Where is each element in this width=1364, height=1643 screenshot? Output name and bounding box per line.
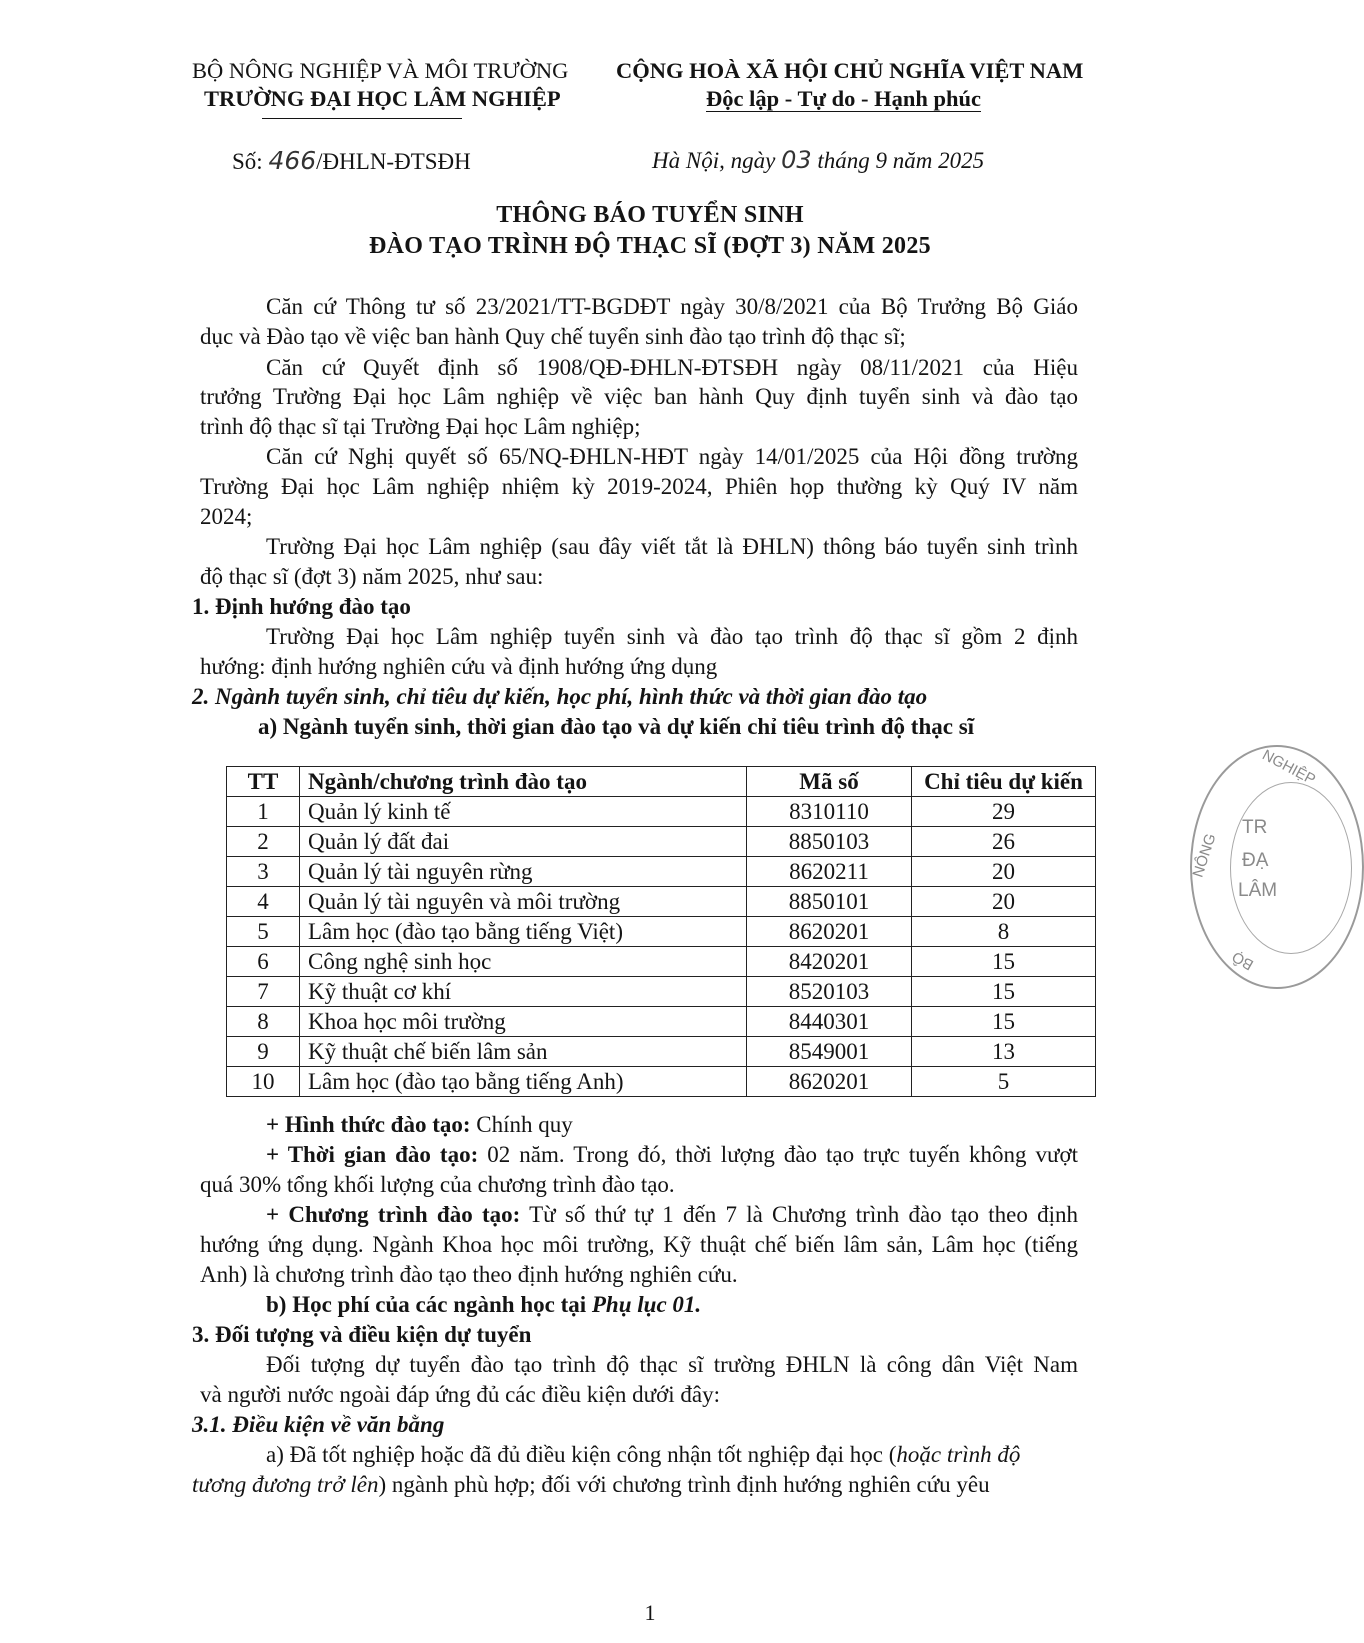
cell-quota: 13: [912, 1037, 1096, 1067]
table-row: [227, 1007, 1096, 1037]
cell-code: 8440301: [747, 1007, 912, 1037]
preamble-line: Căn cứ Thông tư số 23/2021/TT-BGDĐT ngày 30/8/2021 của Bộ Trưởng Bộ Giáo: [266, 294, 1078, 319]
cell-program: Khoa học môi trường: [300, 1007, 747, 1037]
cell-quota: 15: [912, 977, 1096, 1007]
cell-code: 8850103: [747, 827, 912, 857]
training-program-line2: hướng ứng dụng. Ngành Khoa học môi trường, Kỹ thuật chế biến lâm sản, Lâm học (tiếng: [200, 1232, 1078, 1257]
training-form: + Hình thức đào tạo: Chính quy: [266, 1112, 573, 1137]
cell-program: Quản lý tài nguyên và môi trường: [300, 887, 747, 917]
section-2-heading: 2. Ngành tuyển sinh, chỉ tiêu dự kiến, học phí, hình thức và thời gian đào tạo: [192, 684, 928, 709]
header-left-underline: [262, 118, 462, 119]
cell-quota: 29: [912, 797, 1096, 827]
cell-code: 8620211: [747, 857, 912, 887]
tuition-fee: b) Học phí của các ngành học tại Phụ lục 01.: [266, 1292, 702, 1317]
preamble-line: dục và Đào tạo về việc ban hành Quy chế tuyển sinh đào tạo trình độ thạc sĩ;: [200, 324, 906, 349]
col-header-tt: TT: [227, 767, 300, 797]
cell-code: 8549001: [747, 1037, 912, 1067]
col-header-program: Ngành/chương trình đào tạo: [300, 767, 747, 797]
admission-quota-table: [226, 766, 1096, 1097]
preamble-line: trưởng Trường Đại học Lâm nghiệp về việc ban hành Quy định tuyển sinh và đào tạo: [200, 384, 1078, 409]
col-header-code: Mã số: [747, 767, 912, 797]
cell-code: 8620201: [747, 917, 912, 947]
stamp-arc-top: NGHIỆP: [1259, 746, 1319, 789]
table-row: [227, 917, 1096, 947]
table-row: [227, 977, 1096, 1007]
cell-code: 8420201: [747, 947, 912, 977]
ministry-name: BỘ NÔNG NGHIỆP VÀ MÔI TRƯỜNG: [192, 58, 569, 83]
motto: Độc lập - Tự do - Hạnh phúc: [706, 86, 982, 111]
stamp-inner-text: ĐẠ: [1242, 850, 1269, 871]
cell-tt: 2: [227, 827, 300, 857]
stamp-inner-text: LÂM: [1238, 880, 1278, 901]
training-time: + Thời gian đào tạo: 02 năm. Trong đó, thời lượng đào tạo trực tuyến không vượt: [266, 1142, 1078, 1167]
cell-code: 8310110: [747, 797, 912, 827]
cell-code: 8850101: [747, 887, 912, 917]
cell-tt: 6: [227, 947, 300, 977]
title-line-2: ĐÀO TẠO TRÌNH ĐỘ THẠC SĨ (ĐỢT 3) NĂM 2025: [369, 233, 931, 259]
cell-code: 8520103: [747, 977, 912, 1007]
cell-tt: 3: [227, 857, 300, 887]
preamble-line: Căn cứ Nghị quyết số 65/NQ-ĐHLN-HĐT ngày 14/01/2025 của Hội đồng trường: [266, 444, 1078, 469]
document-number: Số: 466/ĐHLN-ĐTSĐH: [232, 146, 471, 175]
training-program-line3: Anh) là chương trình đào tạo theo định hướng nghiên cứu.: [200, 1262, 738, 1287]
section-1-heading: 1. Định hướng đào tạo: [192, 594, 411, 619]
stamp-arc-bottom: BỘ: [1229, 947, 1257, 974]
table-row: [227, 827, 1096, 857]
cell-tt: 1: [227, 797, 300, 827]
section-3-1-a: a) Đã tốt nghiệp hoặc đã đủ điều kiện công nhận tốt nghiệp đại học (hoặc trình độ: [266, 1442, 1021, 1467]
preamble-line: Trường Đại học Lâm nghiệp (sau đây viết tắt là ĐHLN) thông báo tuyển sinh trình: [266, 534, 1078, 559]
section-3-line: Đối tượng dự tuyển đào tạo trình độ thạc sĩ trường ĐHLN là công dân Việt Nam: [266, 1352, 1078, 1377]
col-header-quota: Chỉ tiêu dự kiến: [912, 767, 1096, 797]
section-2a-heading: a) Ngành tuyển sinh, thời gian đào tạo và dự kiến chỉ tiêu trình độ thạc sĩ: [258, 714, 975, 739]
section-1-line: Trường Đại học Lâm nghiệp tuyển sinh và đào tạo trình độ thạc sĩ gồm 2 định: [266, 624, 1078, 649]
table-row: [227, 857, 1096, 887]
section-3-heading: 3. Đối tượng và điều kiện dự tuyển: [192, 1322, 532, 1347]
handwritten-number: 466: [268, 146, 317, 175]
stamp-inner-text: TR: [1242, 817, 1268, 838]
handwritten-day: 03: [781, 146, 812, 174]
cell-quota: 5: [912, 1067, 1096, 1097]
cell-program: Quản lý đất đai: [300, 827, 747, 857]
cell-quota: 20: [912, 887, 1096, 917]
official-stamp: [1190, 745, 1364, 989]
section-1-line: hướng: định hướng nghiên cứu và định hướng ứng dụng: [200, 654, 718, 679]
cell-quota: 8: [912, 917, 1096, 947]
table-row: [227, 1067, 1096, 1097]
table-row: [227, 797, 1096, 827]
table-row: [227, 887, 1096, 917]
university-name: TRƯỜNG ĐẠI HỌC LÂM NGHIỆP: [204, 86, 561, 111]
section-3-1-a-line2: tương đương trở lên) ngành phù hợp; đối với chương trình định hướng nghiên cứu yêu: [192, 1472, 990, 1497]
cell-program: Lâm học (đào tạo bằng tiếng Việt): [300, 917, 747, 947]
cell-quota: 26: [912, 827, 1096, 857]
cell-quota: 15: [912, 1007, 1096, 1037]
preamble-line: Trường Đại học Lâm nghiệp nhiệm kỳ 2019-2024, Phiên họp thường kỳ Quý IV năm: [200, 474, 1078, 499]
cell-tt: 10: [227, 1067, 300, 1097]
table-row: [227, 1037, 1096, 1067]
preamble-line: trình độ thạc sĩ tại Trường Đại học Lâm nghiệp;: [200, 414, 641, 439]
cell-program: Kỹ thuật cơ khí: [300, 977, 747, 1007]
cell-quota: 15: [912, 947, 1096, 977]
preamble-line: độ thạc sĩ (đợt 3) năm 2025, như sau:: [200, 564, 544, 589]
cell-program: Lâm học (đào tạo bằng tiếng Anh): [300, 1067, 747, 1097]
cell-tt: 9: [227, 1037, 300, 1067]
stamp-arc-left: NÔNG: [1189, 831, 1220, 880]
title-line-1: THÔNG BÁO TUYỂN SINH: [496, 202, 804, 228]
document-date: Hà Nội, ngày 03 tháng 9 năm 2025: [652, 146, 985, 174]
page-number: 1: [644, 1600, 656, 1625]
cell-program: Quản lý tài nguyên rừng: [300, 857, 747, 887]
cell-tt: 8: [227, 1007, 300, 1037]
table-header-row: [227, 767, 1096, 797]
cell-tt: 7: [227, 977, 300, 1007]
preamble-line: Căn cứ Quyết định số 1908/QĐ-ĐHLN-ĐTSĐH ngày 08/11/2021 của Hiệu: [266, 355, 1078, 380]
cell-quota: 20: [912, 857, 1096, 887]
section-3-1-heading: 3.1. Điều kiện về văn bằng: [192, 1412, 445, 1437]
cell-code: 8620201: [747, 1067, 912, 1097]
cell-program: Quản lý kinh tế: [300, 797, 747, 827]
preamble-line: 2024;: [200, 504, 253, 529]
section-3-line: và người nước ngoài đáp ứng đủ các điều kiện dưới đây:: [200, 1382, 721, 1407]
cell-program: Kỹ thuật chế biến lâm sản: [300, 1037, 747, 1067]
cell-tt: 5: [227, 917, 300, 947]
country-name: CỘNG HOÀ XÃ HỘI CHỦ NGHĨA VIỆT NAM: [616, 58, 1084, 83]
table-row: [227, 947, 1096, 977]
training-time-line2: quá 30% tổng khối lượng của chương trình đào tạo.: [200, 1172, 675, 1197]
training-program: + Chương trình đào tạo: Từ số thứ tự 1 đến 7 là Chương trình đào tạo theo định: [266, 1202, 1078, 1227]
cell-tt: 4: [227, 887, 300, 917]
cell-program: Công nghệ sinh học: [300, 947, 747, 977]
